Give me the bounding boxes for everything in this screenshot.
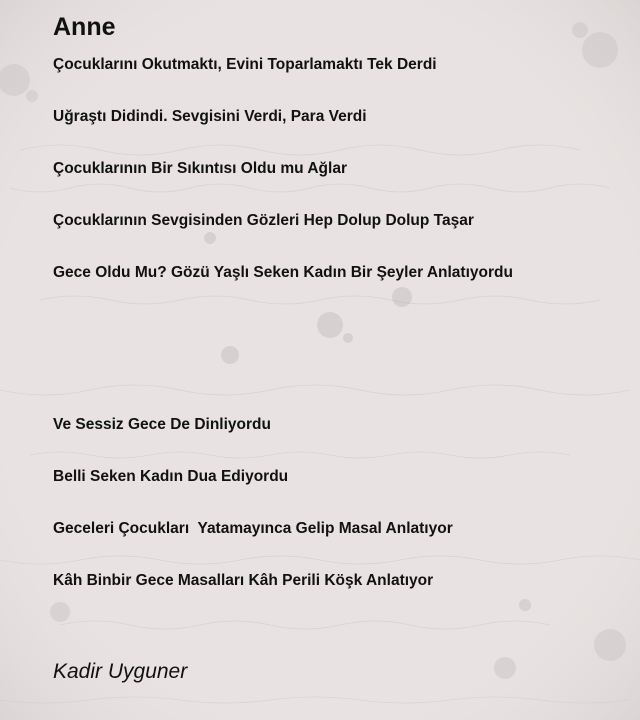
poem-author: Kadir Uyguner: [53, 660, 188, 683]
poem-line: Belli Seken Kadın Dua Ediyordu: [53, 468, 289, 485]
poem-line: Çocuklarının Sevgisinden Gözleri Hep Dolup Dolup Taşar: [53, 212, 474, 229]
poem-line: Uğraştı Didindi. Sevgisini Verdi, Para Verdi: [53, 108, 367, 125]
poem-line: Gece Oldu Mu? Gözü Yaşlı Seken Kadın Bir Şeyler Anlatıyordu: [53, 264, 513, 281]
poem-title: Anne: [53, 13, 116, 41]
poem-line: Geceleri Çocukları Yatamayınca Gelip Masal Anlatıyor: [53, 520, 453, 537]
poem-line: Ve Sessiz Gece De Dinliyordu: [53, 416, 271, 433]
poem-line: Çocuklarının Bir Sıkıntısı Oldu mu Ağlar: [53, 160, 347, 177]
poem-line: Kâh Binbir Gece Masalları Kâh Perili Köşk Anlatıyor: [53, 572, 434, 589]
poem-line: Çocuklarını Okutmaktı, Evini Toparlamaktı Tek Derdi: [53, 56, 437, 73]
